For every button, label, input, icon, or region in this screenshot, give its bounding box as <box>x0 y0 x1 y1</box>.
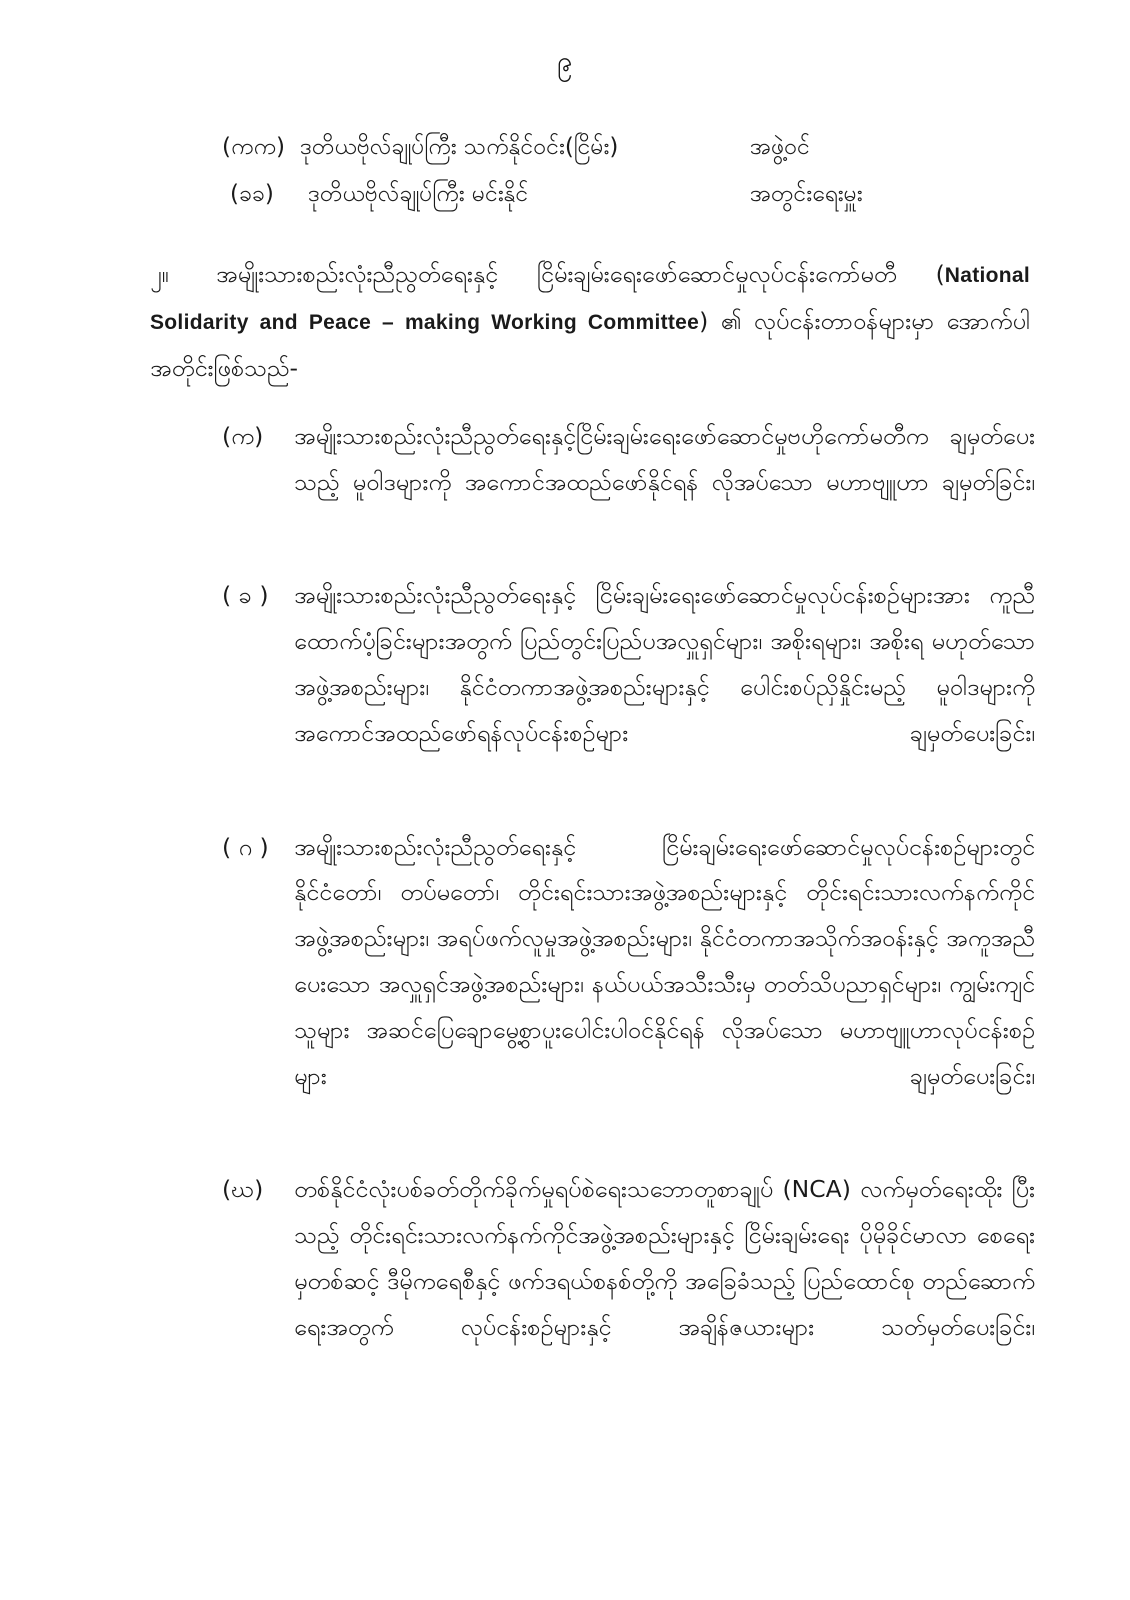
section-text-after: ) ၏ လုပ်ငန်းတာဝန်များမှာ အောက်ပါအတိုင်းဖြစ်သည်- <box>150 307 1030 382</box>
section-text-before: အမျိုးသားစည်းလုံးညီညွတ်ရေးနှင့် ငြိမ်းချမ်းရေးဖော်ဆောင်မှုလုပ်ငန်းကော်မတီ ( <box>216 260 945 288</box>
official-marker: (ခခ) <box>230 180 274 207</box>
sub-item-text: အမျိုးသားစည်းလုံးညီညွတ်ရေးနှင့် ငြိမ်းချမ်းရေးဖော်ဆောင်မှုလုပ်ငန်းစဉ်များတွင် နိုင်ငံတော်၊ တပ်မတော်၊ တိုင်းရင်းသားအဖွဲ့အစည်းများနှင့် တိုင်းရင်းသားလက်နက်ကိုင် အဖွဲ့အစည်းများ၊ အရပ်ဖက်လူမှုအဖွဲ့အစည်းများ၊ နိုင်ငံတကာအသိုက်အဝန်းနှင့် အကူအညီပေးသော အလှူရှင်အဖွဲ့အစည်းများ၊ နယ်ပယ်အသီးသီးမှ တတ်သိပညာရှင်များ၊ ကျွမ်းကျင်သူများ အဆင်ပြေချောမွေ့စွာပူးပေါင်းပါဝင်နိုင်ရန် လိုအပ်သော မဟာဗျူဟာလုပ်ငန်းစဉ်များ ချမှတ်ပေးခြင်း၊ <box>294 832 1035 1090</box>
sub-item-text: အမျိုးသားစည်းလုံးညီညွတ်ရေးနှင့် ငြိမ်းချမ်းရေးဖော်ဆောင်မှုလုပ်ငန်းစဉ်များအား ကူညီထောက်ပံ့ခြင်းများအတွက် ပြည်တွင်းပြည်ပအလှူရှင်များ၊ အစိုးရများ၊ အစိုးရ မဟုတ်သောအဖွဲ့အစည်းများ၊ နိုင်ငံတကာအဖွဲ့အစည်းများနှင့် ပေါင်းစပ်ညှိနှိုင်းမည့် မူဝါဒများကို အကောင်အထည်ဖော်ရန်လုပ်ငန်းစဉ်များ ချမှတ်ပေးခြင်း၊ <box>294 581 1035 747</box>
official-marker: (ကက) <box>222 134 285 160</box>
sub-item-text: အမျိုးသားစည်းလုံးညီညွတ်ရေးနှင့်ငြိမ်းချမ်းရေးဖော်ဆောင်မှုဗဟိုကော်မတီက ချမှတ်ပေးသည့် မူဝါဒများကို အကောင်အထည်ဖော်နိုင်ရန် လိုအပ်သော မဟာဗျူဟာ ချမှတ်ခြင်း၊ <box>294 422 1035 496</box>
sub-item-marker: ( ဂ ) <box>222 832 269 861</box>
sub-item-text: တစ်နိုင်ငံလုံးပစ်ခတ်တိုက်ခိုက်မှုရပ်စဲရေးသဘောတူစာချုပ် (NCA) လက်မှတ်ရေးထိုး ပြီးသည့် တိုင်းရင်းသားလက်နက်ကိုင်အဖွဲ့အစည်းများနှင့် ငြိမ်းချမ်းရေး ပိုမိုခိုင်မာလာ စေရေးမှတစ်ဆင့် ဒီမိုကရေစီနှင့် ဖက်ဒရယ်စနစ်တို့ကို အခြေခံသည့် ပြည်ထောင်စု တည်ဆောက်ရေးအတွက် လုပ်ငန်းစဉ်များနှင့် အချိန်ဇယားများ သတ်မှတ်ပေးခြင်း၊ <box>294 1175 1035 1341</box>
list-item <box>222 573 1035 802</box>
list-item <box>222 825 1035 1146</box>
official-name: ဒုတိယဗိုလ်ချုပ်ကြီး မင်းနိုင် <box>308 180 529 207</box>
official-row <box>222 130 1000 165</box>
list-item <box>222 414 1035 551</box>
page-number: ၉ <box>557 46 573 77</box>
sub-item-marker: ( ခ ) <box>222 581 269 610</box>
section-latin-name: National Solidarity and Peace – making Working Committee <box>150 264 1030 334</box>
official-role: အဖွဲ့ဝင် <box>750 134 810 160</box>
sub-item-marker: (ဃ) <box>222 1175 264 1204</box>
official-role: အတွင်းရေးမှူး <box>750 180 863 207</box>
sub-items-list <box>0 414 1130 1396</box>
officials-list <box>0 130 1130 211</box>
section-number: ၂။ <box>150 260 169 288</box>
section-paragraph <box>0 251 1130 392</box>
list-item <box>222 1167 1035 1396</box>
official-row <box>222 177 1000 212</box>
official-name: ဒုတိယဗိုလ်ချုပ်ကြီး သက်နိုင်ဝင်း(ငြိမ်း) <box>300 134 619 160</box>
sub-item-marker: (က) <box>222 422 264 450</box>
